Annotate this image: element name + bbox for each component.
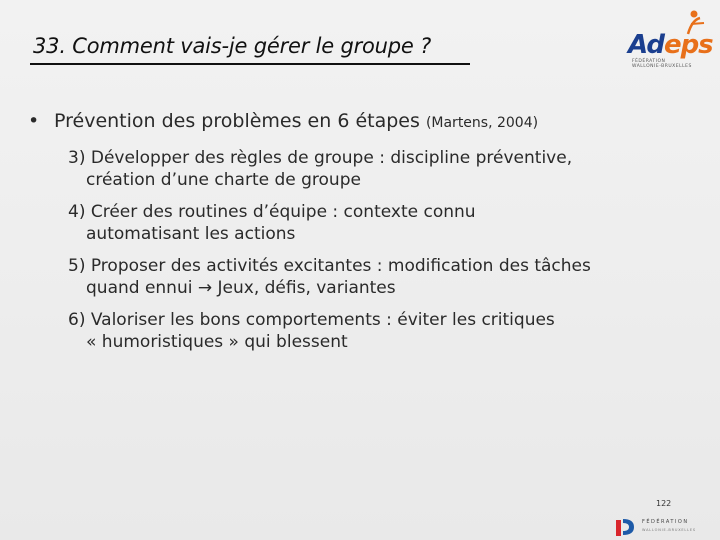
logo-text-eps: eps <box>663 30 713 60</box>
federation-logo <box>612 516 712 538</box>
item-line-1: 3) Développer des règles de groupe : discipline préventive, <box>68 148 573 168</box>
list-item <box>68 147 708 191</box>
item-line-1: 6) Valoriser les bons comportements : éviter les critiques <box>68 310 555 330</box>
federation-label: FÉDÉRATION <box>642 519 689 525</box>
slide-title: 33. Comment vais-je gérer le groupe ? <box>33 34 432 58</box>
page-number: 122 <box>656 499 672 508</box>
logo-wordmark <box>628 30 713 60</box>
list-item <box>68 255 708 299</box>
adeps-logo <box>620 6 713 69</box>
list-item <box>68 309 708 353</box>
logo-subtitle-2: WALLONIE-BRUXELLES <box>632 64 692 69</box>
logo-text-ad: Ad <box>628 30 664 60</box>
bullet-dot: • <box>28 110 40 132</box>
steps-list <box>68 147 708 363</box>
item-line-2: quand ennui → Jeux, défis, variantes <box>86 278 396 298</box>
item-line-1: 5) Proposer des activités excitantes : modification des tâches <box>68 256 591 276</box>
item-line-2: automatisant les actions <box>86 224 296 244</box>
item-line-2: création d’une charte de groupe <box>86 170 361 190</box>
item-line-1: 4) Créer des routines d’équipe : contexte connu <box>68 202 476 222</box>
bullet-heading <box>28 110 538 132</box>
federation-emblem-icon <box>612 516 638 538</box>
item-line-2: « humoristiques » qui blessent <box>86 332 348 352</box>
list-item <box>68 201 708 245</box>
bullet-main-text: Prévention des problèmes en 6 étapes <box>54 110 420 132</box>
title-underline <box>30 63 470 65</box>
logo-subtitle-1: FÉDÉRATION <box>632 59 666 64</box>
federation-sublabel: WALLONIE-BRUXELLES <box>642 528 696 532</box>
bullet-source: (Martens, 2004) <box>425 115 539 131</box>
